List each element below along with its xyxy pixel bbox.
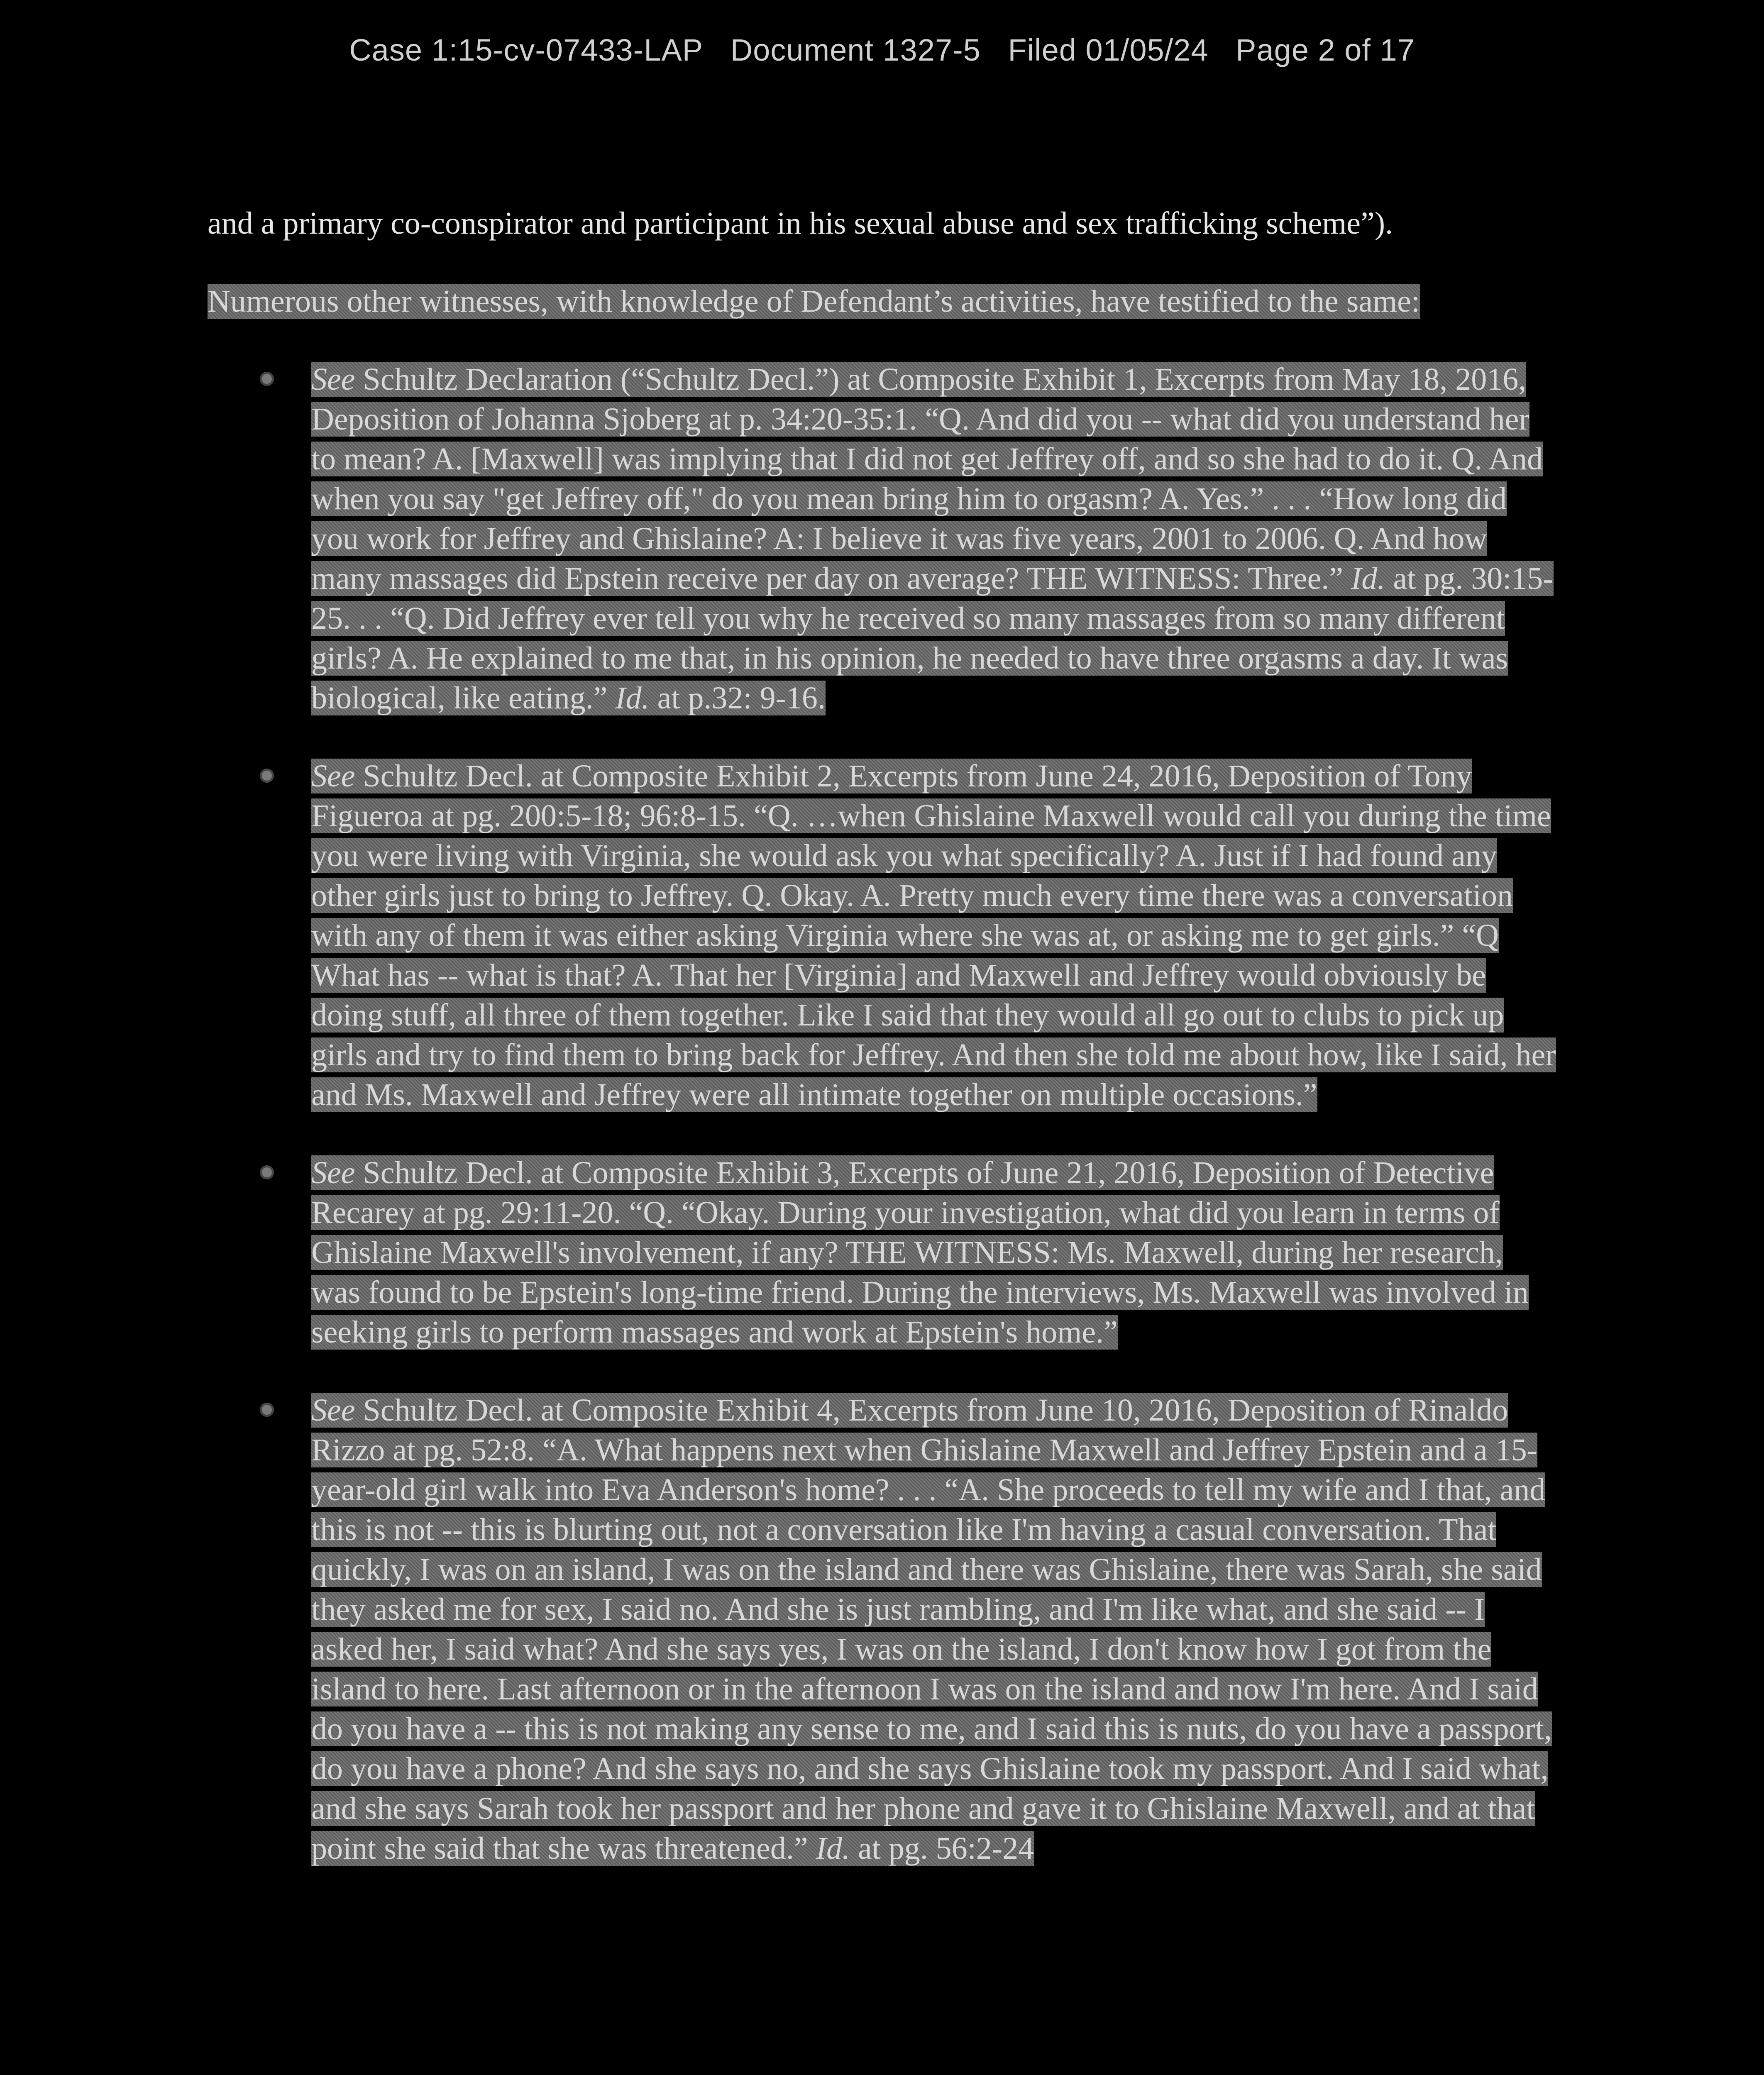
- case-number: Case 1:15-cv-07433-LAP: [349, 33, 704, 67]
- document-number: Document 1327-5: [730, 33, 981, 67]
- intro-text: Numerous other witnesses, with knowledge of Defendant’s activities, have testified to the same:: [208, 284, 1420, 319]
- page-indicator: Page 2 of 17: [1236, 33, 1415, 67]
- signal-see: See: [311, 1393, 355, 1428]
- list-item-rizzo: [311, 1390, 1556, 1868]
- list-item-sjoberg: [311, 359, 1556, 718]
- case-header: [0, 32, 1764, 68]
- list-item-figueroa: [311, 756, 1556, 1115]
- signal-id: Id.: [615, 681, 650, 715]
- list-item-text: [311, 1155, 1529, 1350]
- list-item-text: [311, 759, 1556, 1112]
- excerpt-text: Schultz Declaration (“Schultz Decl.”) at Composite Exhibit 1, Excerpts from May 18, 2016, Deposition of Johanna Sjoberg at p. 34:20-35:1. “Q. And did you -- what did you understand her to mean? A. [Maxwell] was implying that I did not get Jeffrey off, and so she had to do it. Q. And when you say "get Jeffrey off," do you mean bring him to orgasm? A. Yes.” . . . “How long did you work for Jeffrey and Ghislaine? A: I believe it was five years, 2001 to 2006. Q. And how many massages did Epstein receive per day on average? THE WITNESS: Three.”: [311, 362, 1543, 596]
- bullet-icon: [260, 1403, 274, 1417]
- signal-see: See: [311, 1155, 355, 1190]
- excerpt-text: at p.32: 9-16.: [649, 681, 826, 715]
- list-item-text: [311, 1393, 1552, 1866]
- excerpt-text: Schultz Decl. at Composite Exhibit 2, Excerpts from June 24, 2016, Deposition of Tony Figueroa at pg. 200:5-18; 96:8-15. “Q. …when Ghislaine Maxwell would call you during the time you were living with Virginia, she would ask you what specifically? A. Just if I had found any other girls just to bring to Jeffrey. Q. Okay. A. Pretty much every time there was a conversation with any of them it was either asking Virginia where she was at, or asking me to get girls.” “Q What has -- what is that? A. That her [Virginia] and Maxwell and Jeffrey would obviously be doing stuff, all three of them together. Like I said that they would all go out to clubs to pick up girls and try to find them to bring back for Jeffrey. And then she told me about how, like I said, her and Ms. Maxwell and Jeffrey were all intimate together on multiple occasions.”: [311, 759, 1556, 1112]
- excerpt-text: at pg. 56:2-24: [850, 1831, 1034, 1866]
- document-body: [208, 203, 1556, 1907]
- signal-see: See: [311, 362, 355, 397]
- signal-id: Id.: [1351, 561, 1385, 596]
- continuation-text: and a primary co-conspirator and participant in his sexual abuse and sex trafficking scheme”).: [208, 206, 1393, 241]
- bullet-icon: [260, 769, 274, 783]
- testimony-list: [208, 359, 1556, 1868]
- signal-see: See: [311, 759, 355, 793]
- continuation-paragraph: [208, 203, 1556, 243]
- bullet-icon: [260, 372, 274, 386]
- list-item-recarey: [311, 1153, 1556, 1352]
- signal-id: Id.: [816, 1831, 850, 1866]
- list-item-text: [311, 362, 1554, 715]
- excerpt-text: Schultz Decl. at Composite Exhibit 4, Excerpts from June 10, 2016, Deposition of Rinaldo Rizzo at pg. 52:8. “A. What happens next when Ghislaine Maxwell and Jeffrey Epstein and a 15-year-old girl walk into Eva Anderson's home? . . . “A. She proceeds to tell my wife and I that, and this is not -- this is blurting out, not a conversation like I'm having a casual conversation. That quickly, I was on an island, I was on the island and there was Ghislaine, there was Sarah, she said they asked me for sex, I said no. And she is just rambling, and I'm like what, and she said -- I asked her, I said what? And she says yes, I was on the island, I don't know how I got from the island to here. Last afternoon or in the afternoon I was on the island and now I'm here. And I said do you have a -- this is not making any sense to me, and I said this is nuts, do you have a passport, do you have a phone? And she says no, and she says Ghislaine took my passport. And I said what, and she says Sarah took her passport and her phone and gave it to Ghislaine Maxwell, and at that point she said that she was threatened.”: [311, 1393, 1552, 1866]
- filed-date: Filed 01/05/24: [1008, 33, 1209, 67]
- intro-paragraph: [208, 281, 1556, 321]
- excerpt-text: Schultz Decl. at Composite Exhibit 3, Excerpts of June 21, 2016, Deposition of Detective Recarey at pg. 29:11-20. “Q. “Okay. During your investigation, what did you learn in terms of Ghislaine Maxwell's involvement, if any? THE WITNESS: Ms. Maxwell, during her research, was found to be Epstein's long-time friend. During the interviews, Ms. Maxwell was involved in seeking girls to perform massages and work at Epstein's home.”: [311, 1155, 1529, 1350]
- excerpt-text: at pg. 30:15-25. . . “Q. Did Jeffrey ever tell you why he received so many massages from so many different girls? A. He explained to me that, in his opinion, he needed to have three orgasms a day. It was biological, like eating.”: [311, 561, 1554, 715]
- bullet-icon: [260, 1165, 274, 1179]
